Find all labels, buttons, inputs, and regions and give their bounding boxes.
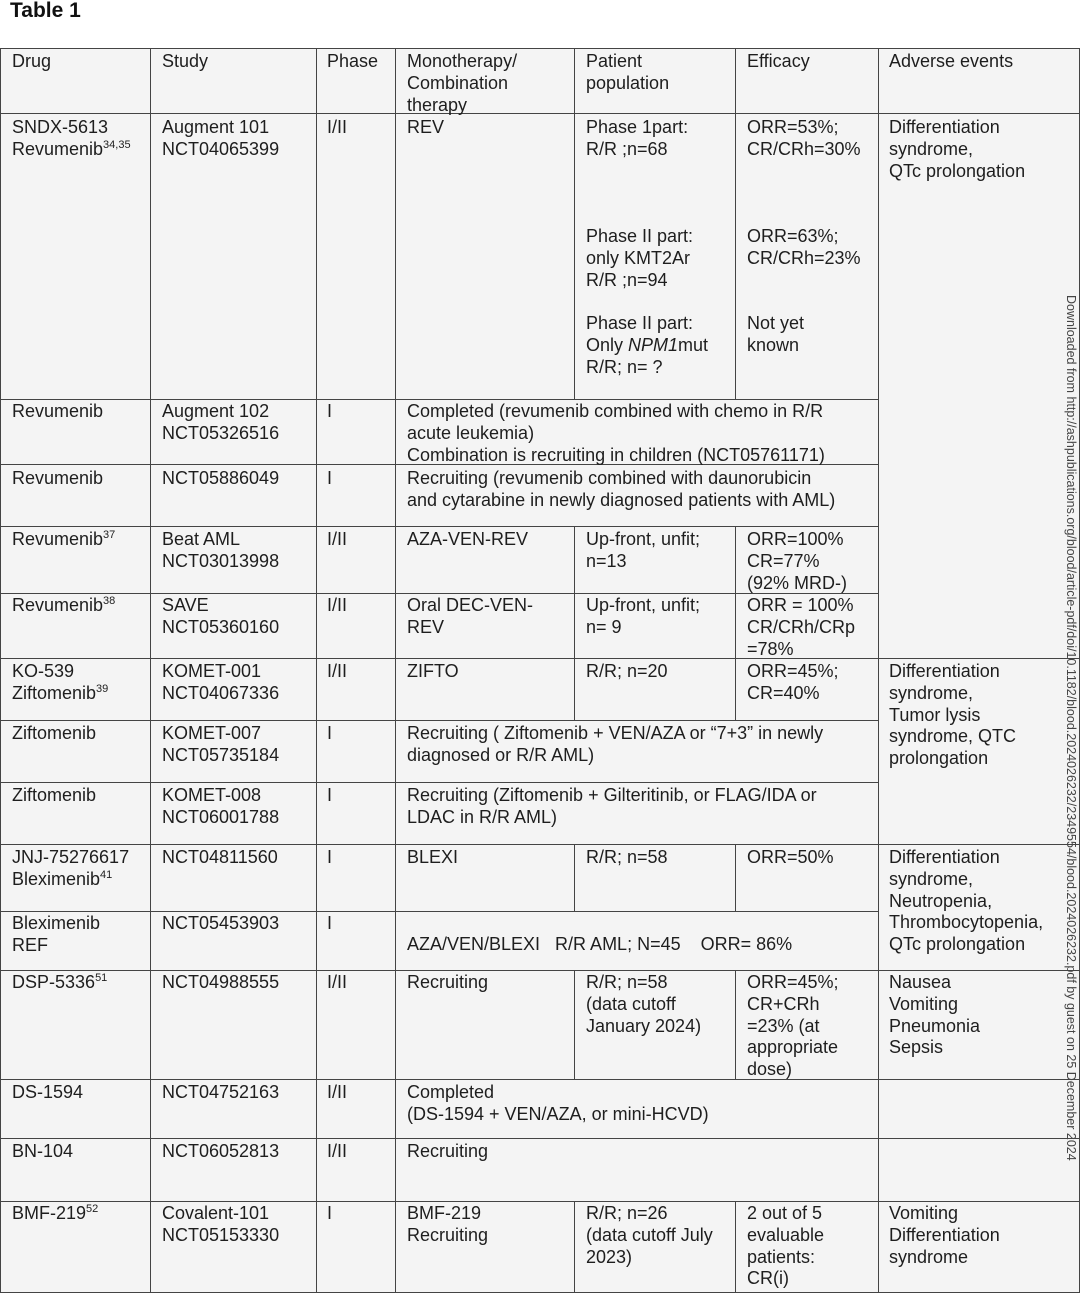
header-efficacy: Efficacy	[747, 51, 810, 71]
phase-cell: I/II	[327, 1082, 348, 1102]
study-cell: KOMET-008 NCT06001788	[162, 785, 280, 827]
drug-cell: DS-1594	[12, 1082, 84, 1102]
study-cell: Covalent-101 NCT05153330	[162, 1203, 280, 1245]
merged-status-cell: Recruiting (revumenib combined with daunorubicin and cytarabine in newly diagnosed patients with AML)	[407, 468, 836, 510]
drug-cell: Revumenib$^{37}$	[12, 529, 116, 549]
population-cell: Up-front, unfit; n= 9	[586, 595, 701, 637]
study-cell: SAVE NCT05360160	[162, 595, 280, 637]
drug-cell: Ziftomenib	[12, 723, 97, 743]
study-cell: KOMET-001 NCT04067336	[162, 661, 280, 703]
phase-cell: I	[327, 401, 333, 421]
adverse-events-cell: Differentiation syndrome, Neutropenia, Thrombocytopenia, QTc prolongation	[889, 847, 1044, 955]
menin-inhibitor-table	[0, 48, 1080, 1293]
merged-status-cell: AZA/VEN/BLEXI R/R AML; N=45 ORR= 86%	[407, 934, 793, 954]
efficacy-cell: ORR=63%; CR/CRh=23%	[747, 226, 861, 268]
therapy-cell: AZA-VEN-REV	[407, 529, 529, 549]
adverse-events-cell: Vomiting Differentiation syndrome	[889, 1203, 1000, 1267]
drug-cell: Revumenib	[12, 401, 104, 421]
header-therapy: Monotherapy/ Combination therapy	[407, 51, 518, 115]
merged-status-cell: Completed (revumenib combined with chemo in R/R acute leukemia) Combination is recruiting in children (NCT05761171)	[407, 401, 825, 465]
efficacy-cell: Not yet known	[747, 313, 805, 355]
study-cell: NCT04752163	[162, 1082, 280, 1102]
study-cell: Augment 101 NCT04065399	[162, 117, 280, 159]
header-drug: Drug	[12, 51, 52, 71]
therapy-cell: BLEXI	[407, 847, 459, 867]
phase-cell: I	[327, 847, 333, 867]
phase-cell: I/II	[327, 972, 348, 992]
population-cell: Up-front, unfit; n=13	[586, 529, 701, 571]
study-cell: NCT04988555	[162, 972, 280, 992]
efficacy-cell: ORR=100% CR=77% (92% MRD-)	[747, 529, 848, 593]
phase-cell: I	[327, 785, 333, 805]
study-cell: NCT06052813	[162, 1141, 280, 1161]
efficacy-cell: ORR=53%; CR/CRh=30%	[747, 117, 861, 159]
drug-cell: Ziftomenib	[12, 785, 97, 805]
merged-status-cell: Recruiting (Ziftomenib + Gilteritinib, or FLAG/IDA or LDAC in R/R AML)	[407, 785, 817, 827]
phase-cell: I/II	[327, 529, 348, 549]
study-cell: KOMET-007 NCT05735184	[162, 723, 280, 765]
efficacy-cell: 2 out of 5 evaluable patients: CR(i)	[747, 1203, 825, 1289]
therapy-cell: Oral DEC-VEN- REV	[407, 595, 534, 637]
population-cell: Phase II part: Only NPM1mut R/R; n= ?	[586, 313, 709, 377]
study-cell: NCT05886049	[162, 468, 280, 488]
drug-cell: SNDX-5613 Revumenib$^{34,35}$	[12, 117, 131, 159]
drug-cell: KO-539 Ziftomenib$^{39}$	[12, 661, 109, 703]
drug-cell: Bleximenib REF	[12, 913, 101, 955]
header-population: Patient population	[586, 51, 670, 93]
merged-status-cell: Recruiting ( Ziftomenib + VEN/AZA or “7+3” in newly diagnosed or R/R AML)	[407, 723, 824, 765]
merged-status-cell: Recruiting	[407, 1141, 489, 1161]
download-watermark: Downloaded from http://ashpublications.org/blood/article-pdf/doi/10.1182/blood.2024026232/2349554/blood.2024026232.pdf by guest on 25 December 2024	[1064, 295, 1078, 1161]
study-cell: NCT05453903	[162, 913, 280, 933]
study-cell: NCT04811560	[162, 847, 278, 867]
phase-cell: I	[327, 723, 333, 743]
drug-cell: DSP-5336$^{51}$	[12, 972, 108, 992]
header-adverse-events: Adverse events	[889, 51, 1014, 71]
drug-cell: Revumenib	[12, 468, 104, 488]
study-cell: Beat AML NCT03013998	[162, 529, 280, 571]
drug-cell: BN-104	[12, 1141, 74, 1161]
header-study: Study	[162, 51, 209, 71]
table-title: Table 1	[10, 0, 81, 22]
phase-cell: I/II	[327, 117, 348, 137]
efficacy-cell: ORR=45%; CR+CRh =23% (at appropriate dose)	[747, 972, 839, 1080]
study-cell: Augment 102 NCT05326516	[162, 401, 280, 443]
therapy-cell: ZIFTO	[407, 661, 459, 681]
population-cell: Phase 1part: R/R ;n=68	[586, 117, 689, 159]
population-cell: R/R; n=20	[586, 661, 668, 681]
adverse-events-cell: Differentiation syndrome, Tumor lysis syndrome, QTC prolongation	[889, 661, 1017, 769]
drug-cell: Revumenib$^{38}$	[12, 595, 116, 615]
drug-cell: BMF-$219^{52}$	[12, 1203, 99, 1223]
therapy-cell: REV	[407, 117, 445, 137]
adverse-events-cell: Nausea Vomiting Pneumonia Sepsis	[889, 972, 981, 1058]
efficacy-cell: ORR=50%	[747, 847, 834, 867]
population-cell: R/R; n=58	[586, 847, 668, 867]
phase-cell: I/II	[327, 1141, 348, 1161]
efficacy-cell: ORR = 100% CR/CRh/CRp =78%	[747, 595, 856, 659]
population-cell: R/R; n=58 (data cutoff January 2024)	[586, 972, 702, 1036]
phase-cell: I/II	[327, 595, 348, 615]
phase-cell: I	[327, 468, 333, 488]
merged-status-cell: Completed (DS-1594 + VEN/AZA, or mini-HCVD)	[407, 1082, 709, 1124]
phase-cell: I	[327, 913, 333, 933]
phase-cell: I/II	[327, 661, 348, 681]
therapy-cell: Recruiting	[407, 972, 489, 992]
header-phase: Phase	[327, 51, 379, 71]
efficacy-cell: ORR=45%; CR=40%	[747, 661, 839, 703]
drug-cell: JNJ-75276617 Bleximenib$^{41}$	[12, 847, 130, 889]
therapy-cell: BMF-219 Recruiting	[407, 1203, 489, 1245]
phase-cell: I	[327, 1203, 333, 1223]
population-cell: R/R; n=26 (data cutoff July 2023)	[586, 1203, 713, 1267]
adverse-events-cell: Differentiation syndrome, QTc prolongation	[889, 117, 1026, 181]
population-cell: Phase II part: only KMT2Ar R/R ;n=94	[586, 226, 694, 290]
